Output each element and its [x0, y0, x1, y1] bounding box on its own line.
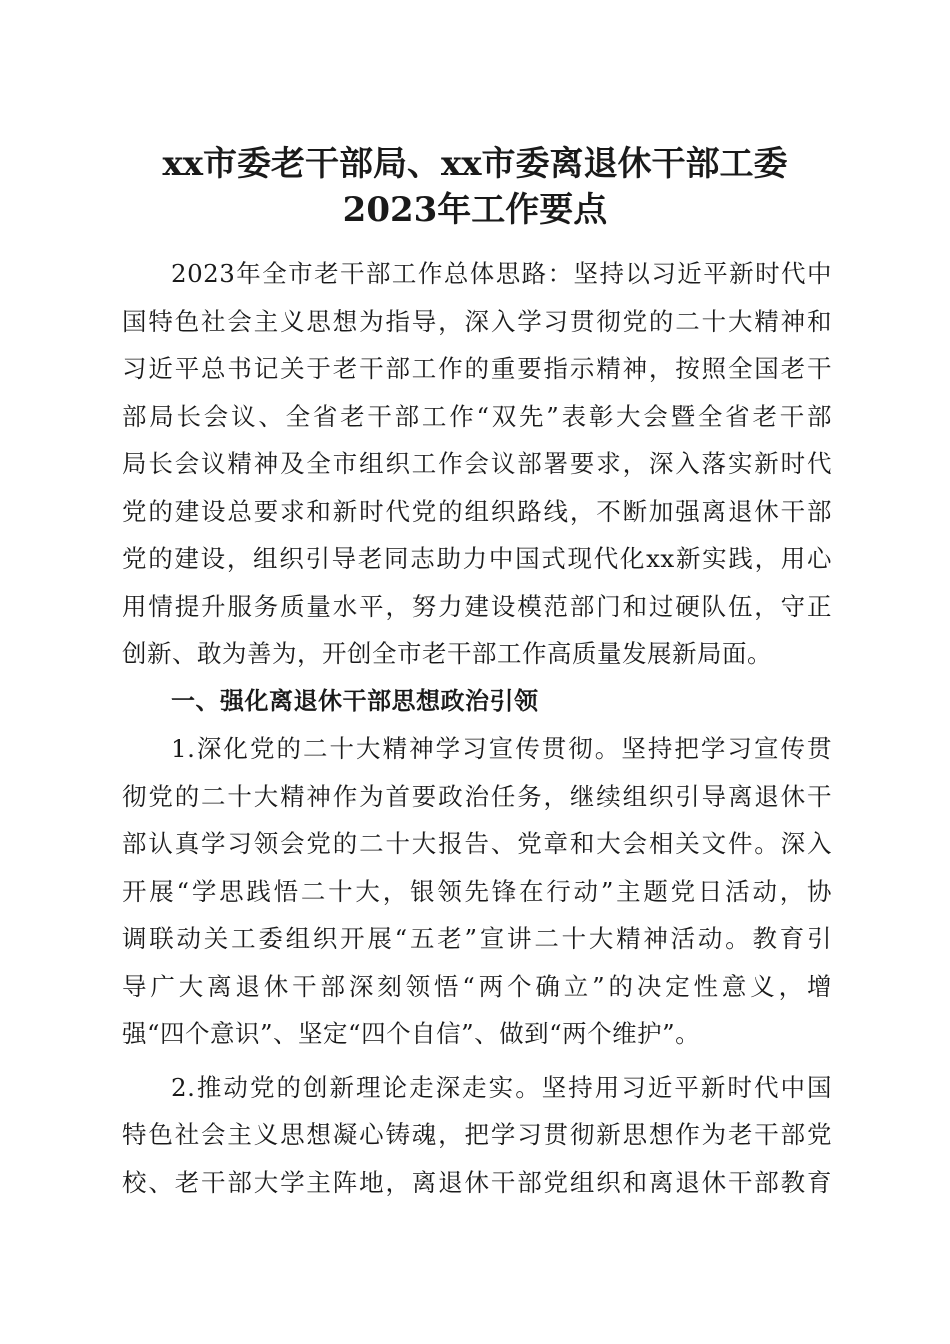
intro-line: 党的建设总要求和新时代党的组织路线，不断加强离退休干部 — [122, 496, 832, 526]
document-title-line-2: 2023年工作要点 — [342, 190, 608, 230]
intro-line: 部局长会议、全省老干部工作“双先”表彰大会暨全省老干部 — [122, 401, 832, 431]
item2-line: 校、老干部大学主阵地，离退休干部党组织和离退休干部教育 — [122, 1167, 832, 1197]
document-title-line-1: xx市委老干部局、xx市委离退休干部工委 — [162, 144, 788, 184]
item1-line: 导广大离退休干部深刻领悟“两个确立”的决定性意义，增 — [122, 971, 832, 1001]
intro-line: 局长会议精神及全市组织工作会议部署要求，深入落实新时代 — [122, 449, 832, 478]
item2-line: 2.推动党的创新理论走深走实。坚持用习近平新时代中国 — [171, 1072, 832, 1102]
intro-line: 创新、敢为善为，开创全市老干部工作高质量发展新局面。 — [122, 639, 772, 668]
intro-line: 习近平总书记关于老干部工作的重要指示精神，按照全国老干 — [122, 354, 832, 383]
item1-line: 调联动关工委组织开展“五老”宣讲二十大精神活动。教育引 — [122, 924, 832, 953]
intro-line: 2023年全市老干部工作总体思路：坚持以习近平新时代中 — [171, 259, 832, 288]
document-body — [122, 250, 832, 1206]
item1-line: 强“四个意识”、坚定“四个自信”、做到“两个维护”。 — [122, 1019, 701, 1048]
item1-line: 部认真学习领会党的二十大报告、党章和大会相关文件。深入 — [122, 829, 832, 858]
intro-line: 党的建设，组织引导老同志助力中国式现代化xx新实践，用心 — [122, 544, 832, 573]
item2-line: 特色社会主义思想凝心铸魂，把学习贯彻新思想作为老干部党 — [122, 1120, 832, 1149]
section-heading: 一、强化离退休干部思想政治引领 — [171, 686, 539, 715]
intro-line: 用情提升服务质量水平，努力建设模范部门和过硬队伍，守正 — [122, 591, 832, 621]
intro-line: 国特色社会主义思想为指导，深入学习贯彻党的二十大精神和 — [122, 306, 832, 336]
item1-line: 彻党的二十大精神作为首要政治任务，继续组织引导离退休干 — [122, 781, 832, 811]
item1-line: 1.深化党的二十大精神学习宣传贯彻。坚持把学习宣传贯 — [171, 734, 832, 763]
item1-line: 开展“学思践悟二十大，银领先锋在行动”主题党日活动，协 — [122, 876, 832, 906]
